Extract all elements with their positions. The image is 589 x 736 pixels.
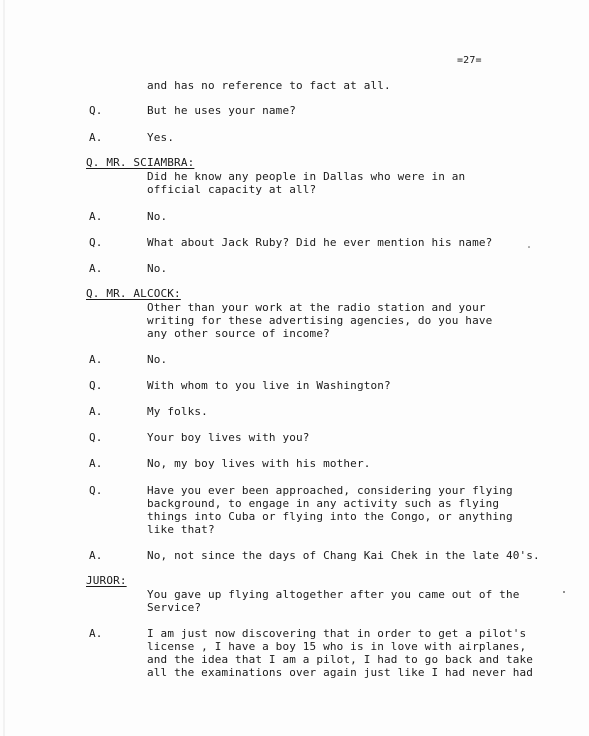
question-text: things into Cuba or flying into the Congo, or anything bbox=[147, 510, 513, 523]
question-text: What about Jack Ruby? Did he ever mention his name? bbox=[147, 236, 493, 249]
page-number: =27= bbox=[457, 55, 482, 66]
question-text: Other than your work at the radio station and your bbox=[147, 301, 486, 314]
answer-label: A. bbox=[89, 549, 103, 562]
answer-label: A. bbox=[89, 627, 103, 640]
answer-text: My folks. bbox=[147, 405, 208, 418]
question-text: But he uses your name? bbox=[147, 104, 296, 117]
answer-label: A. bbox=[89, 131, 103, 144]
question-text: Your boy lives with you? bbox=[147, 431, 310, 444]
answer-label: A. bbox=[89, 262, 103, 275]
answer-text: license , I have a boy 15 who is in love with airplanes, bbox=[147, 640, 527, 653]
question-text: With whom to you live in Washington? bbox=[147, 379, 391, 392]
question-text: like that? bbox=[147, 523, 215, 536]
answer-continuation: and has no reference to fact at all. bbox=[147, 79, 391, 92]
question-text: official capacity at all? bbox=[147, 183, 317, 196]
speaker-heading: Q. MR. ALCOCK: bbox=[86, 287, 181, 300]
speck-mark bbox=[528, 246, 530, 248]
answer-text: No. bbox=[147, 210, 168, 223]
question-text: You gave up flying altogether after you came out of the bbox=[147, 588, 520, 601]
question-label: Q. bbox=[89, 484, 103, 497]
question-label: Q. bbox=[89, 104, 103, 117]
answer-text: No. bbox=[147, 262, 168, 275]
answer-text: all the examinations over again just like I had never had bbox=[147, 666, 534, 679]
answer-text: I am just now discovering that in order to get a pilot's bbox=[147, 627, 527, 640]
question-text: writing for these advertising agencies, do you have bbox=[147, 314, 493, 327]
speaker-heading: JUROR: bbox=[86, 574, 127, 587]
answer-text: No. bbox=[147, 353, 168, 366]
speck-mark bbox=[563, 591, 565, 593]
answer-label: A. bbox=[89, 457, 103, 470]
answer-text: Yes. bbox=[147, 131, 175, 144]
answer-text: No, not since the days of Chang Kai Chek in the late 40's. bbox=[147, 549, 540, 562]
answer-label: A. bbox=[89, 405, 103, 418]
question-text: background, to engage in any activity such as flying bbox=[147, 497, 500, 510]
answer-label: A. bbox=[89, 210, 103, 223]
question-label: Q. bbox=[89, 236, 103, 249]
answer-text: and the idea that I am a pilot, I had to go back and take bbox=[147, 653, 534, 666]
question-text: Did he know any people in Dallas who were in an bbox=[147, 170, 466, 183]
question-label: Q. bbox=[89, 431, 103, 444]
answer-label: A. bbox=[89, 353, 103, 366]
answer-text: No, my boy lives with his mother. bbox=[147, 457, 371, 470]
question-text: Service? bbox=[147, 601, 202, 614]
question-text: Have you ever been approached, considering your flying bbox=[147, 484, 513, 497]
question-text: any other source of income? bbox=[147, 327, 330, 340]
speaker-heading: Q. MR. SCIAMBRA: bbox=[86, 156, 195, 169]
question-label: Q. bbox=[89, 379, 103, 392]
